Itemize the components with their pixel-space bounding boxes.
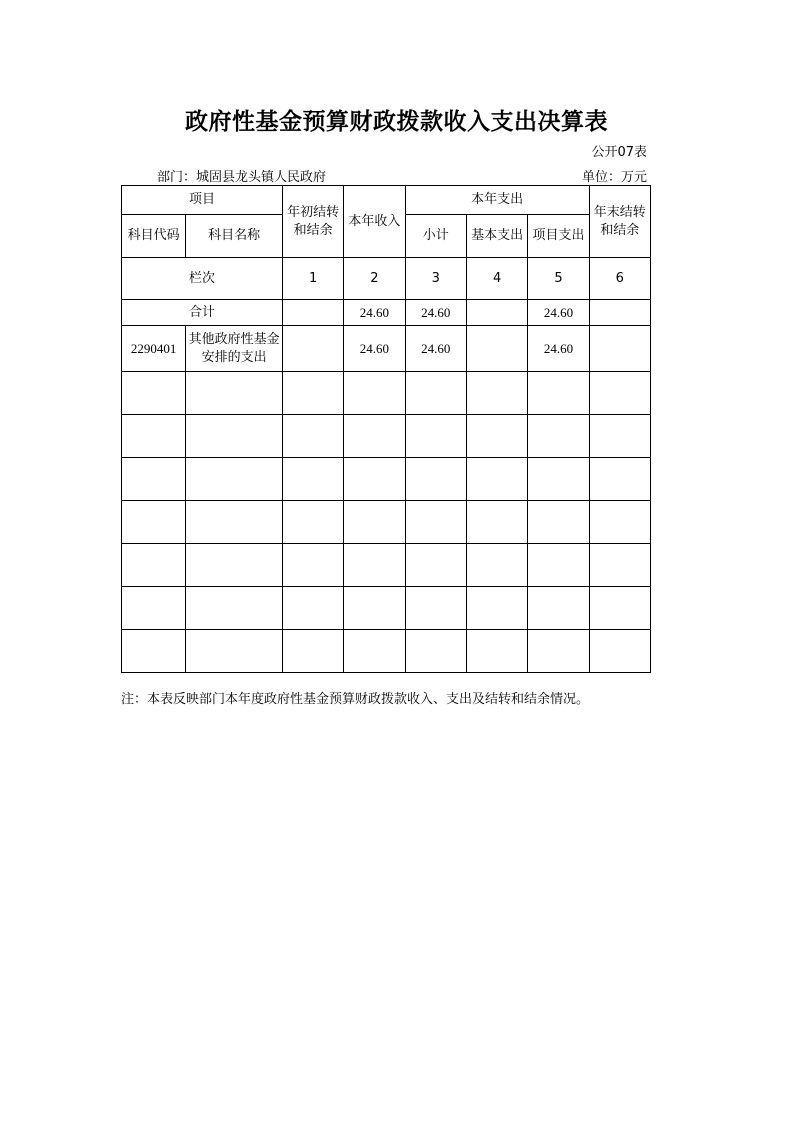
total-current-income: 24.60 [344, 300, 405, 326]
header-project-expense: 项目支出 [528, 215, 589, 258]
column-index: 5 [528, 258, 589, 300]
total-row [122, 300, 651, 326]
total-ending-balance [589, 300, 650, 326]
empty-row [122, 372, 651, 415]
department-label: 部门：城固县龙头镇人民政府 [157, 170, 327, 185]
column-index: 2 [344, 258, 405, 300]
header-basic-expense: 基本支出 [466, 215, 527, 258]
total-project-expense: 24.60 [528, 300, 589, 326]
row-basic-expense [466, 326, 527, 372]
final-accounts-table [121, 185, 651, 673]
row-ending-balance [589, 326, 650, 372]
footnote: 注：本表反映部门本年度政府性基金预算财政拨款收入、支出及结转和结余情况。 [121, 692, 590, 707]
header-project: 项目 [122, 186, 283, 215]
total-basic-expense [466, 300, 527, 326]
row-subtotal: 24.60 [405, 326, 466, 372]
column-index: 4 [466, 258, 527, 300]
header-beginning-balance: 年初结转和结余 [282, 186, 343, 258]
empty-row [122, 544, 651, 587]
table-code: 公开07表 [591, 145, 647, 160]
table-row [122, 326, 651, 372]
header-subject-code: 科目代码 [122, 215, 186, 258]
empty-row [122, 630, 651, 673]
page-title: 政府性基金预算财政拨款收入支出决算表 [185, 109, 608, 135]
empty-row [122, 587, 651, 630]
total-beginning-balance [282, 300, 343, 326]
row-subject-code: 2290401 [122, 326, 186, 372]
header-ending-balance: 年末结转和结余 [589, 186, 650, 258]
empty-row [122, 415, 651, 458]
total-subtotal: 24.60 [405, 300, 466, 326]
column-index: 3 [405, 258, 466, 300]
empty-row [122, 458, 651, 501]
row-project-expense: 24.60 [528, 326, 589, 372]
row-current-income: 24.60 [344, 326, 405, 372]
row-subject-name: 其他政府性基金安排的支出 [186, 326, 283, 372]
empty-row [122, 501, 651, 544]
column-index: 1 [282, 258, 343, 300]
total-label: 合计 [122, 300, 283, 326]
row-beginning-balance [282, 326, 343, 372]
column-index-label: 栏次 [122, 258, 283, 300]
header-current-income: 本年收入 [344, 186, 405, 258]
header-subtotal: 小计 [405, 215, 466, 258]
header-current-expense: 本年支出 [405, 186, 589, 215]
header-subject-name: 科目名称 [186, 215, 283, 258]
unit-label: 单位：万元 [581, 170, 647, 185]
column-index: 6 [589, 258, 650, 300]
